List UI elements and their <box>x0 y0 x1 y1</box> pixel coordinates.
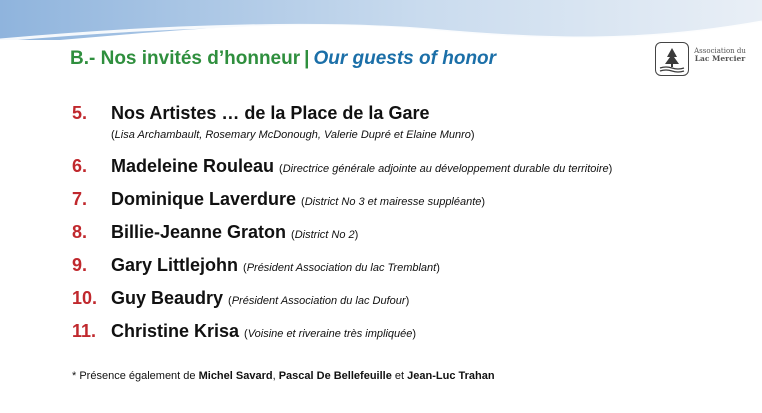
guest-role: (Voisine et riveraine très impliquée) <box>244 328 417 340</box>
guest-role: (District No 2) <box>291 229 359 241</box>
guest-item <box>72 321 752 354</box>
lake-tree-icon <box>655 42 689 76</box>
guest-number: 8. <box>72 222 88 242</box>
guest-item <box>72 156 752 189</box>
guest-number: 7. <box>72 189 88 209</box>
guest-role: (Président Association du lac Tremblant) <box>243 262 440 274</box>
artists-members: (Lisa Archambault, Rosemary McDonough, Valerie Dupré et Elaine Munro) <box>111 129 475 141</box>
footnote-person: Jean-Luc Trahan <box>407 370 495 382</box>
guest-item <box>72 189 752 222</box>
guest-name: Gary Littlejohn <box>111 255 239 275</box>
association-logo <box>655 42 747 78</box>
title-french: B.- Nos invités d’honneur <box>70 48 301 69</box>
association-name <box>693 47 747 63</box>
guest-role: (Directrice générale adjointe au développement durable du territoire) <box>279 163 613 175</box>
guest-item <box>72 222 752 255</box>
guest-name: Billie-Jeanne Graton <box>111 222 287 242</box>
guest-number: 11. <box>72 321 97 341</box>
association-name-line2: Lac Mercier <box>694 54 746 63</box>
guest-role: (District No 3 et mairesse suppléante) <box>301 196 486 208</box>
footnote-person: Pascal De Bellefeuille <box>278 370 392 382</box>
title-english: Our guests of honor <box>313 48 497 69</box>
guest-number: 6. <box>72 156 88 176</box>
footnote-separator: , <box>272 370 276 382</box>
guest-number: 9. <box>72 255 88 275</box>
guest-name: Nos Artistes … de la Place de la Gare <box>111 103 430 123</box>
guest-number: 10. <box>72 288 98 308</box>
footnote-prefix: * Présence également de <box>72 370 196 382</box>
footnote-separator: et <box>394 370 405 382</box>
guest-item <box>72 255 752 288</box>
guest-item <box>72 288 752 321</box>
association-name-line1: Association du <box>694 47 746 55</box>
footnote-person: Michel Savard <box>198 370 273 382</box>
header-wave-band <box>0 0 762 44</box>
guest-number: 5. <box>72 103 88 123</box>
footnote <box>72 370 495 382</box>
guest-role: (Président Association du lac Dufour) <box>228 295 410 307</box>
title-separator: | <box>304 48 310 69</box>
guest-name: Christine Krisa <box>111 321 240 341</box>
guest-name: Dominique Laverdure <box>111 189 297 209</box>
guest-name: Madeleine Rouleau <box>111 156 275 176</box>
slide-title <box>70 48 496 70</box>
guest-name: Guy Beaudry <box>111 288 224 308</box>
